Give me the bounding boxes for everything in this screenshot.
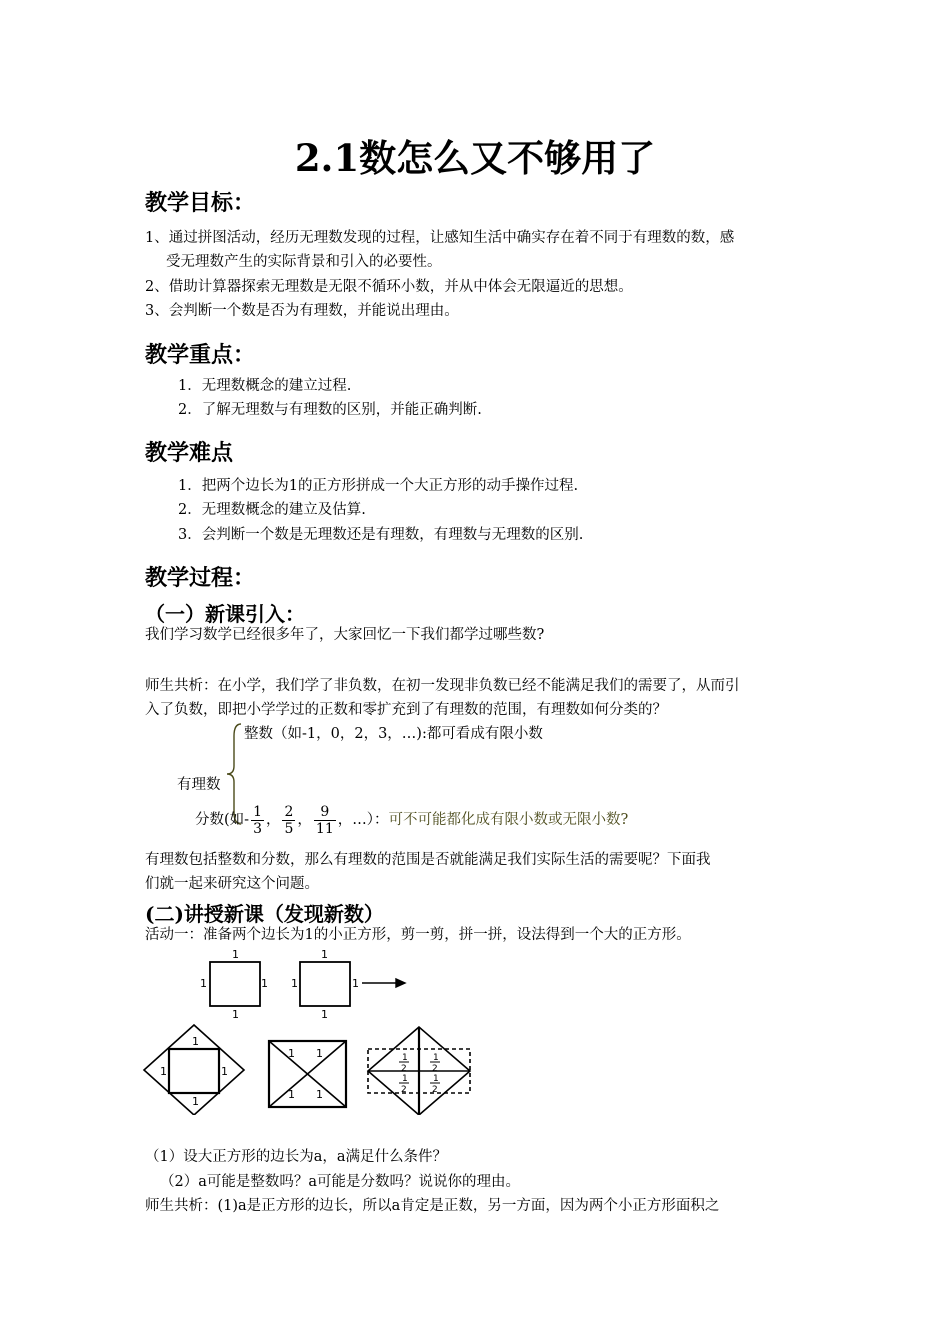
key-points-heading: 教学重点： [145, 342, 256, 368]
section2-heading: (二)讲授新课（发现新数） [145, 902, 384, 926]
svg-text:2: 2 [401, 1085, 407, 1095]
fraction-1: $\frac{1}{3}$ [253, 803, 262, 837]
key-point-1: 1．无理数概念的建立过程. [178, 378, 352, 394]
goal-item-1: 1、通过拼图活动，经历无理数发现的过程，让感知生活中确实存在着不同于有理数的数，感 [145, 230, 735, 246]
svg-text:1: 1 [221, 1065, 228, 1078]
closing-line-1: 有理数包括整数和分数，那么有理数的范围是否就能满足我们实际生活的需要呢？下面我 [145, 852, 711, 868]
page-title: 2.1数怎么又不够用了 [294, 136, 656, 180]
analysis-line: 师生共析：(1)a是正方形的边长，所以a肯定是正数，另一方面，因为两个小正方形面积之 [145, 1198, 720, 1214]
closing-line-2: 们就一起来研究这个问题。 [145, 876, 319, 892]
svg-text:1: 1 [402, 1074, 408, 1084]
fractions-question: 可不可能都化成有限小数或无限小数? [388, 812, 629, 828]
fraction-2: $\frac{2}{5}$ [284, 803, 294, 837]
svg-text:1: 1 [288, 1088, 295, 1101]
svg-text:1: 1 [288, 1047, 295, 1060]
small-square-2 [300, 962, 350, 1006]
process-heading: 教学过程： [145, 565, 256, 591]
difficulty-3: 3．会判断一个数是无理数还是有理数，有理数与无理数的区别. [178, 527, 584, 543]
svg-text:1: 1 [321, 1008, 328, 1021]
fractions-suffix: ，…）： [337, 812, 389, 828]
integers-line: 整数（如-1，0，2，3，…):都可看成有限小数 [244, 726, 543, 742]
goal-item-3: 3、会判断一个数是否为有理数，并能说出理由。 [145, 303, 459, 319]
svg-text:1: 1 [160, 1065, 167, 1078]
svg-text:1: 1 [192, 1095, 199, 1108]
svg-text:2: 2 [401, 1064, 407, 1074]
svg-text:1: 1 [433, 1074, 439, 1084]
svg-text:1: 1 [321, 948, 328, 961]
difficulty-2: 2．无理数概念的建立及估算. [178, 502, 366, 518]
svg-text:1: 1 [200, 977, 207, 990]
fractions-line: 分数(如- $\frac{1}{3}$ ， $\frac{2}{5}$ ， $\frac{9}{11}$ ，…）：可不可能都化成有限小数或无限小数? [195, 803, 629, 837]
question-1: （1）设大正方形的边长为a，a满足什么条件？ [145, 1149, 448, 1165]
square-figures [140, 945, 490, 1115]
cut-square-figure [269, 1041, 346, 1107]
half-diamond-figure [368, 1027, 470, 1115]
question-2: （2）a可能是整数吗？a可能是分数吗？说说你的理由。 [160, 1174, 521, 1190]
svg-text:2: 2 [432, 1064, 438, 1074]
small-square-1 [210, 962, 260, 1006]
svg-text:1: 1 [232, 948, 239, 961]
arrow-icon [362, 979, 405, 987]
section1-question: 我们学习数学已经很多年了，大家回忆一下我们都学过哪些数? [145, 627, 545, 643]
activity-text: 活动一：准备两个边长为1的小正方形，剪一剪，拼一拼，设法得到一个大的正方形。 [145, 927, 691, 943]
discussion-line-1: 师生共析：在小学，我们学了非负数，在初一发现非负数已经不能满足我们的需要了，从而引 [145, 678, 740, 694]
difficulties-heading: 教学难点 [145, 440, 234, 466]
section1-heading: （一）新课引入： [145, 602, 305, 626]
key-point-2: 2．了解无理数与有理数的区别，并能正确判断. [178, 402, 482, 418]
difficulty-1: 1．把两个边长为1的正方形拼成一个大正方形的动手操作过程. [178, 478, 579, 494]
svg-text:2: 2 [432, 1085, 438, 1095]
svg-text:1: 1 [261, 977, 268, 990]
svg-text:1: 1 [316, 1047, 323, 1060]
goal-item-1-cont: 受无理数产生的实际背景和引入的必要性。 [166, 254, 442, 270]
svg-text:1: 1 [192, 1035, 199, 1048]
svg-text:1: 1 [433, 1053, 439, 1063]
fractions-prefix: 分数(如- [195, 812, 250, 828]
fraction-3: $\frac{9}{11}$ [315, 803, 334, 837]
svg-text:1: 1 [316, 1088, 323, 1101]
svg-text:1: 1 [352, 977, 359, 990]
svg-text:1: 1 [402, 1053, 408, 1063]
goals-heading: 教学目标： [145, 190, 256, 216]
classification-root: 有理数 [177, 777, 221, 793]
svg-text:1: 1 [232, 1008, 239, 1021]
svg-text:1: 1 [291, 977, 298, 990]
goal-item-2: 2、借助计算器探索无理数是无限不循环小数，并从中体会无限逼近的思想。 [145, 279, 633, 295]
discussion-line-2: 入了负数，即把小学学过的正数和零扩充到了有理数的范围，有理数如何分类的？ [145, 702, 667, 718]
